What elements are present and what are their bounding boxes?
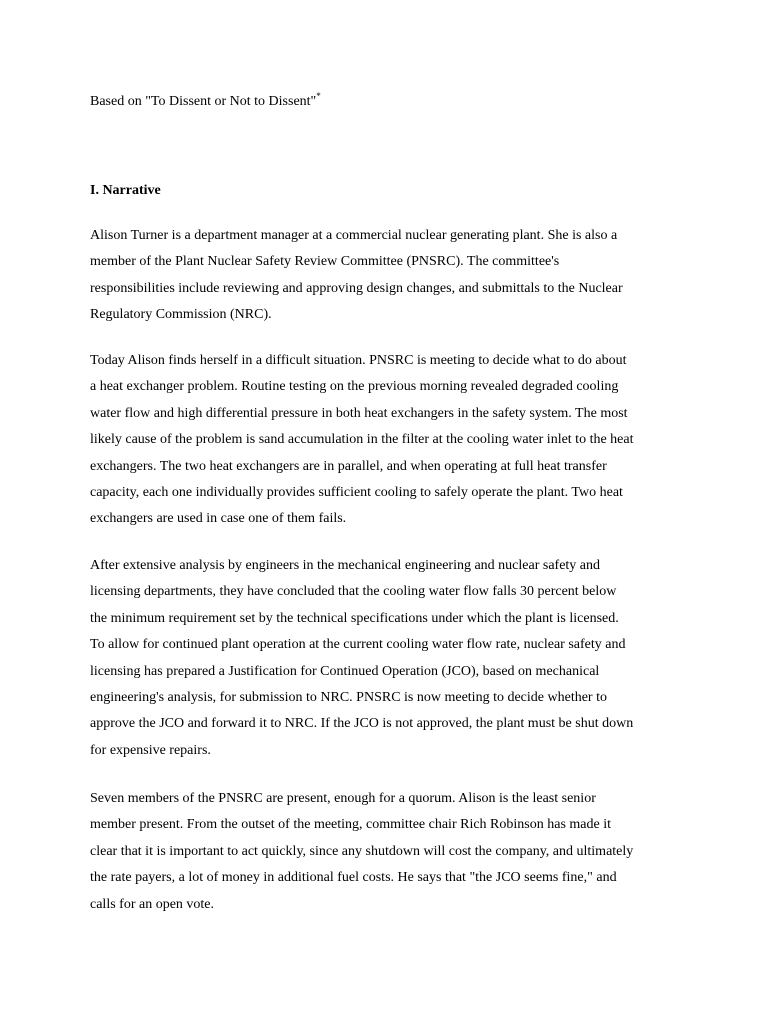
paragraph-line: engineering's analysis, for submission to NRC. PNSRC is now meeting to decide whether to [90,690,607,706]
paragraph-line: for expensive repairs. [90,742,211,758]
paragraph-line: the rate payers, a lot of money in additional fuel costs. He says that "the JCO seems fine," and [90,870,617,886]
paragraph-line: approve the JCO and forward it to NRC. If the JCO is not approved, the plant must be shut down [90,716,634,732]
paragraph-line: Alison Turner is a department manager at a commercial nuclear generating plant. She is also a [90,228,618,243]
paragraph-line: licensing departments, they have concluded that the cooling water flow falls 30 percent below [90,584,617,600]
paragraph-3 [90,553,690,764]
paragraph-line: member of the Plant Nuclear Safety Review Committee (PNSRC). The committee's [90,254,560,270]
paragraph-line: Regulatory Commission (NRC). [90,307,272,323]
document-title-text: Based on "To Dissent or Not to Dissent" [90,94,317,109]
paragraph-line: exchangers are used in case one of them fails. [90,511,347,527]
paragraph-line: responsibilities include reviewing and approving design changes, and submittals to the Nuclear [90,280,623,296]
footnote-marker: * [316,91,321,101]
paragraph-1 [90,223,690,329]
paragraph-line: To allow for continued plant operation at the current cooling water flow rate, nuclear safety and [90,637,626,653]
paragraph-line: likely cause of the problem is sand accumulation in the filter at the cooling water inlet to the heat [90,432,634,448]
paragraph-2 [90,348,690,533]
paragraph-line: calls for an open vote. [90,896,215,912]
paragraph-line: the minimum requirement set by the technical specifications under which the plant is licensed. [90,610,619,626]
paragraph-line: water flow and high differential pressure in both heat exchangers in the safety system. The most [90,405,628,421]
paragraph-line: After extensive analysis by engineers in the mechanical engineering and nuclear safety and [90,558,601,573]
document-title [90,93,321,111]
paragraph-line: exchangers. The two heat exchangers are in parallel, and when operating at full heat transfer [90,458,607,474]
paragraph-line: licensing has prepared a Justification for Continued Operation (JCO), based on mechanical [90,663,600,679]
paragraph-line: capacity, each one individually provides sufficient cooling to safely operate the plant. Two heat [90,485,623,501]
paragraph-line: member present. From the outset of the meeting, committee chair Rich Robinson has made it [90,817,611,833]
section-heading: I. Narrative [90,183,161,198]
paragraph-line: a heat exchanger problem. Routine testing on the previous morning revealed degraded cooling [90,379,619,395]
paragraph-4 [90,786,690,918]
paragraph-line: clear that it is important to act quickly, since any shutdown will cost the company, and ultimately [90,843,634,859]
paragraph-line: Today Alison finds herself in a difficult situation. PNSRC is meeting to decide what to do about [90,353,627,368]
paragraph-line: Seven members of the PNSRC are present, enough for a quorum. Alison is the least senior [90,791,596,806]
